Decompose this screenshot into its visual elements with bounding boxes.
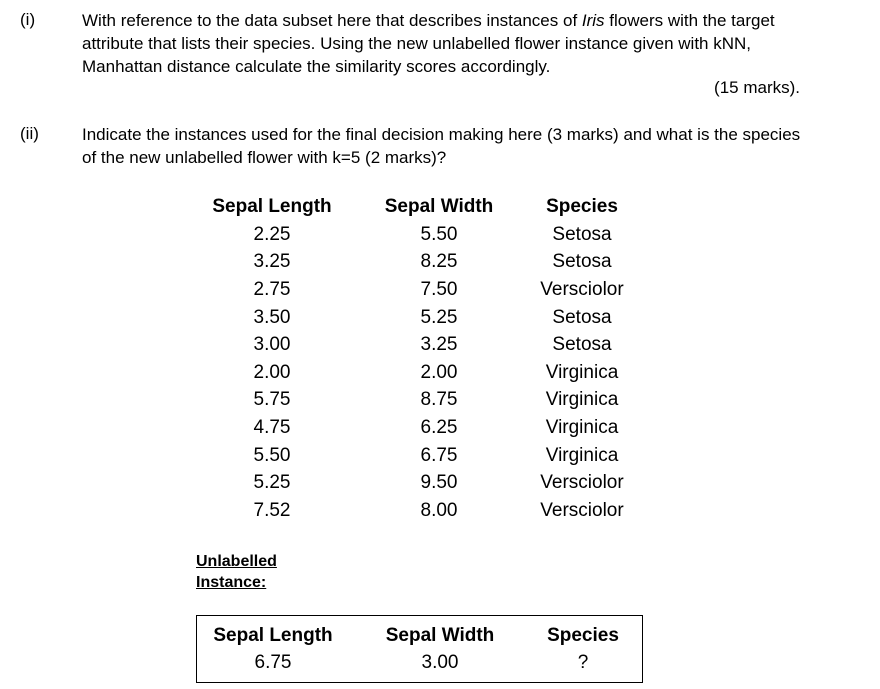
question-ii-text: Indicate the instances used for the final decision making here (3 marks) and what is the species of the new unlabelled flower with k=5 (2 marks)? xyxy=(82,125,801,167)
cell-sepal-width: 8.75 xyxy=(420,389,458,411)
unlabelled-instance-table xyxy=(199,622,633,676)
unlabelled-label-line-2: Instance: xyxy=(196,574,267,591)
unlabelled-sepal-length: 6.75 xyxy=(254,652,292,673)
question-i-marks: (15 marks). xyxy=(714,78,800,97)
cell-sepal-length: 4.75 xyxy=(253,416,291,438)
cell-species: Virginica xyxy=(545,444,619,466)
cell-species: Setosa xyxy=(552,251,612,273)
cell-sepal-width: 2.00 xyxy=(420,361,458,383)
cell-species: Virginica xyxy=(545,361,619,383)
cell-sepal-length: 5.25 xyxy=(253,472,291,494)
cell-sepal-length: 3.25 xyxy=(253,251,291,273)
table-row xyxy=(198,304,632,332)
cell-species: Versciolor xyxy=(540,278,624,300)
cell-sepal-length: 2.75 xyxy=(253,278,291,300)
table-row xyxy=(198,414,632,442)
cell-sepal-length: 2.25 xyxy=(253,223,291,245)
cell-sepal-width: 8.00 xyxy=(420,499,458,521)
cell-sepal-length: 2.00 xyxy=(253,361,291,383)
question-i-text-end: flowers with the target attribute that lists their species. Using the new unlabelled flower instance given with kNN, Manhattan distance calculate the similarity scores accordingly. xyxy=(82,11,775,76)
header-sepal-width: Sepal Width xyxy=(384,196,494,217)
header-species: Species xyxy=(546,196,618,217)
table-row xyxy=(198,387,632,415)
cell-species: Virginica xyxy=(545,416,619,438)
cell-sepal-width: 8.25 xyxy=(420,251,458,273)
unlabelled-species: ? xyxy=(577,652,589,673)
question-i-text-start: With reference to the data subset here that describes instances of xyxy=(82,11,582,30)
cell-sepal-width: 5.25 xyxy=(420,306,458,328)
cell-sepal-width: 5.50 xyxy=(420,223,458,245)
unlabelled-header-species: Species xyxy=(547,625,619,646)
unlabelled-row xyxy=(199,650,633,676)
unlabelled-instance-box xyxy=(196,615,643,683)
cell-sepal-length: 5.75 xyxy=(253,389,291,411)
table-row xyxy=(198,276,632,304)
table-row xyxy=(198,221,632,249)
cell-sepal-width: 6.75 xyxy=(420,444,458,466)
cell-sepal-width: 6.25 xyxy=(420,416,458,438)
table-row xyxy=(198,359,632,387)
unlabelled-header-sepal-length: Sepal Length xyxy=(213,625,333,646)
table-row xyxy=(198,331,632,359)
cell-sepal-width: 9.50 xyxy=(420,472,458,494)
cell-species: Virginica xyxy=(545,389,619,411)
question-i-number: (i) xyxy=(20,10,36,29)
unlabelled-header-row xyxy=(199,622,633,650)
cell-species: Versciolor xyxy=(540,472,624,494)
table-row xyxy=(198,497,632,525)
header-sepal-length: Sepal Length xyxy=(212,196,332,217)
cell-sepal-width: 7.50 xyxy=(420,278,458,300)
table-row xyxy=(198,249,632,277)
question-i-text xyxy=(82,9,807,78)
iris-italic: Iris xyxy=(581,11,605,30)
cell-sepal-length: 3.00 xyxy=(253,334,291,356)
unlabelled-label-line-1: Unlabelled xyxy=(196,553,277,570)
unlabelled-instance-label xyxy=(196,551,277,593)
table-row xyxy=(198,469,632,497)
cell-species: Setosa xyxy=(552,306,612,328)
cell-sepal-length: 5.50 xyxy=(253,444,291,466)
table-row xyxy=(198,442,632,470)
unlabelled-sepal-width: 3.00 xyxy=(421,652,459,673)
cell-species: Versciolor xyxy=(540,499,624,521)
iris-data-table xyxy=(198,193,632,525)
cell-species: Setosa xyxy=(552,334,612,356)
cell-sepal-length: 3.50 xyxy=(253,306,291,328)
cell-species: Setosa xyxy=(552,223,612,245)
cell-sepal-length: 7.52 xyxy=(253,499,291,521)
cell-sepal-width: 3.25 xyxy=(420,334,458,356)
unlabelled-header-sepal-width: Sepal Width xyxy=(385,625,495,646)
table-header-row xyxy=(198,193,632,221)
question-ii-number: (ii) xyxy=(20,124,39,143)
